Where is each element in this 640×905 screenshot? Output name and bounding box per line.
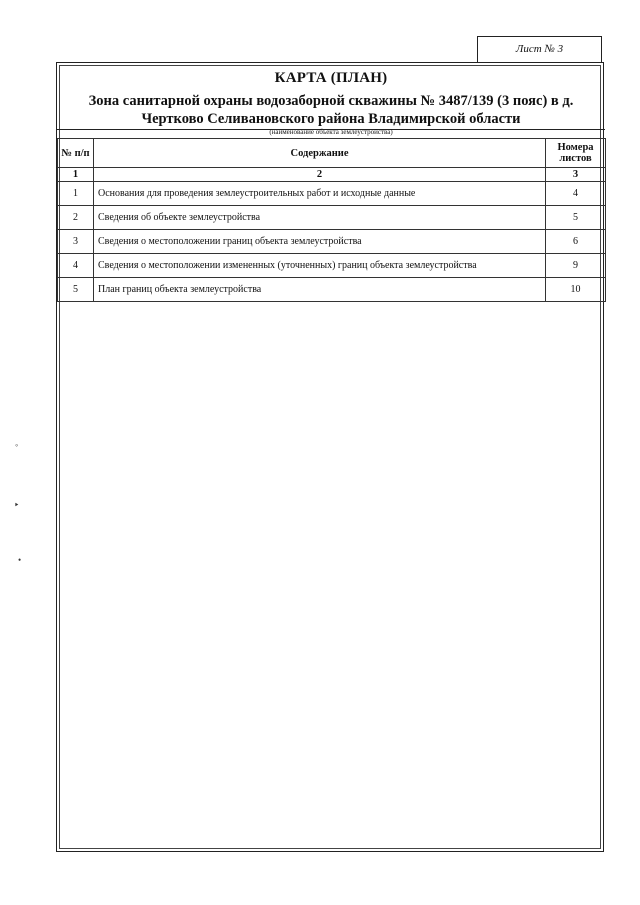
- header-content: Содержание: [94, 139, 546, 168]
- sheet-number-label: Лист № 3: [515, 43, 564, 55]
- document-frame: [56, 62, 604, 852]
- document-subtitle: [57, 92, 605, 128]
- object-name-caption: (наименование объекта землеустройства): [269, 128, 393, 136]
- sheet-number-box: [477, 36, 602, 63]
- row-num: 4: [58, 254, 94, 278]
- row-num: 2: [58, 206, 94, 230]
- row-content: Сведения о местоположении измененных (уточненных) границ объекта землеустройства: [94, 254, 546, 278]
- table-header-row: [58, 139, 606, 168]
- table-row: [58, 278, 606, 302]
- subtitle-line-2: Чертково Селивановского района Владимирской области: [141, 111, 521, 127]
- header-sheets: Номера листов: [546, 139, 606, 168]
- row-num: 5: [58, 278, 94, 302]
- row-sheets: 5: [546, 206, 606, 230]
- row-content: Сведения о местоположении границ объекта землеустройства: [94, 230, 546, 254]
- scan-mark: ‣: [14, 500, 20, 510]
- row-sheets: 9: [546, 254, 606, 278]
- row-content: Сведения об объекте землеустройства: [94, 206, 546, 230]
- scan-mark: •: [18, 555, 22, 565]
- title-block: [57, 63, 605, 138]
- table-row: [58, 230, 606, 254]
- scan-mark: ◦: [15, 440, 19, 450]
- subtitle-line-1: Зона санитарной охраны водозаборной скважины № 3487/139 (3 пояс) в д.: [88, 93, 574, 109]
- table-row: [58, 182, 606, 206]
- row-sheets: 4: [546, 182, 606, 206]
- document-title: КАРТА (ПЛАН): [274, 70, 388, 86]
- table-index-row: [58, 168, 606, 182]
- row-sheets: 6: [546, 230, 606, 254]
- index-cell-3: 3: [546, 168, 606, 182]
- row-content: Основания для проведения землеустроительных работ и исходные данные: [94, 182, 546, 206]
- table-row: [58, 254, 606, 278]
- contents-table: [57, 138, 606, 302]
- row-content: План границ объекта землеустройства: [94, 278, 546, 302]
- row-num: 3: [58, 230, 94, 254]
- index-cell-2: 2: [94, 168, 546, 182]
- row-num: 1: [58, 182, 94, 206]
- header-num: № п/п: [58, 139, 94, 168]
- table-row: [58, 206, 606, 230]
- row-sheets: 10: [546, 278, 606, 302]
- index-cell-1: 1: [58, 168, 94, 182]
